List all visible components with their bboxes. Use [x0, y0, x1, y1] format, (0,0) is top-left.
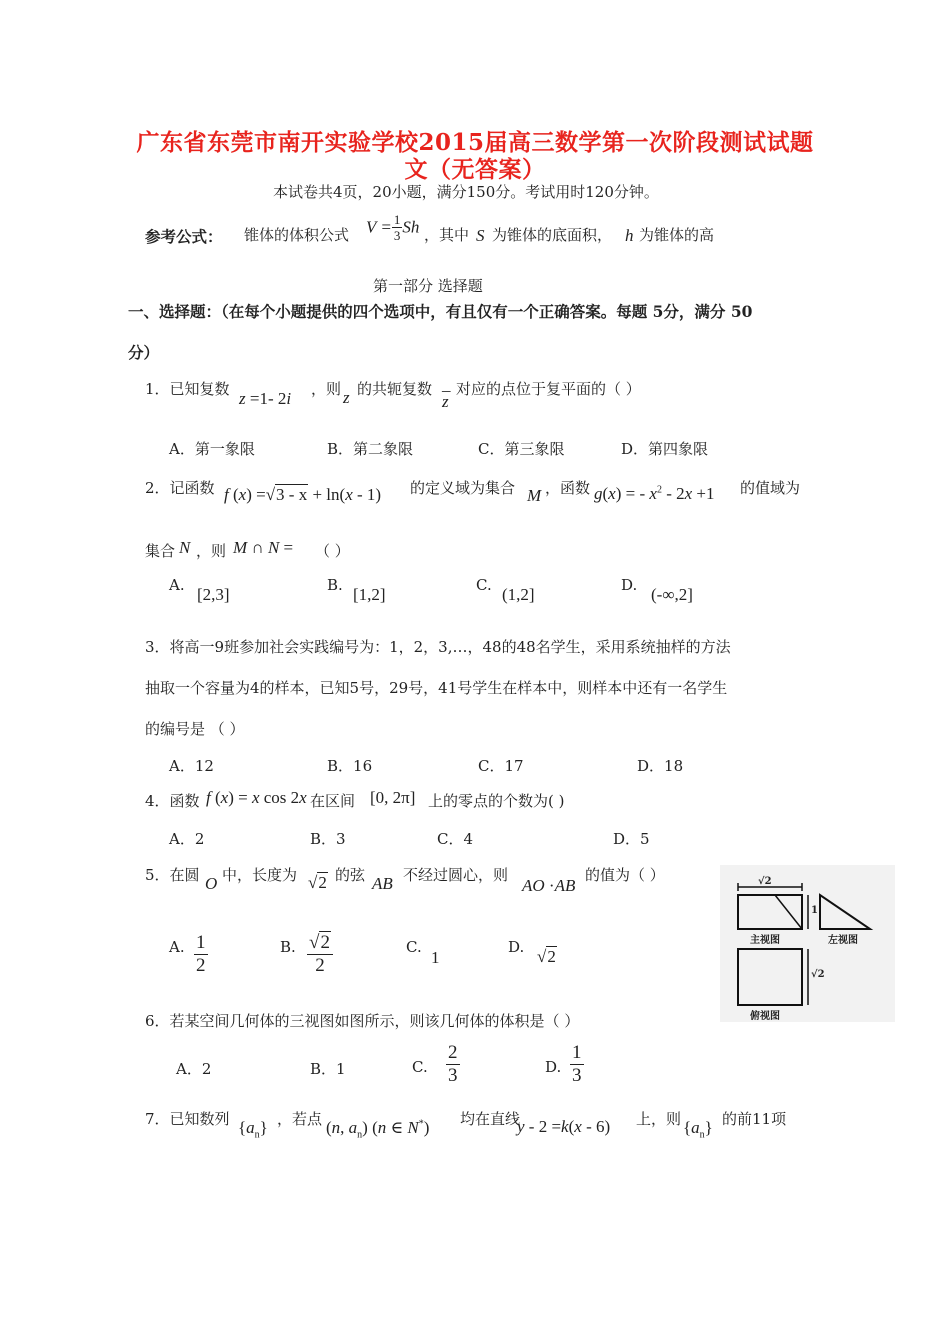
q5-text-4: 不经过圆心，则 — [403, 866, 509, 884]
q5-option-b-label: B. — [280, 938, 296, 956]
q7-line: y - 2 =k(x - 6) — [517, 1117, 611, 1136]
q2-intersection: M ∩ N = — [233, 538, 294, 557]
q2-text-1: 2．记函数 — [145, 479, 215, 497]
q2-set-m: M — [527, 486, 542, 505]
q1-option-c: C．第三象限 — [478, 440, 565, 458]
q2-set-n: N — [179, 538, 191, 557]
q1-text-1: 1．已知复数 — [145, 380, 230, 398]
formula-text-3: 为锥体的底面积， — [492, 226, 613, 244]
part-heading: 第一部分 选择题 — [373, 277, 483, 295]
q1-option-b: B．第二象限 — [327, 440, 414, 458]
q5-text-1: 5．在圆 — [145, 866, 200, 884]
q2-option-c-label: C. — [476, 576, 492, 594]
q2-text-2: 的定义域为集合 — [410, 479, 516, 497]
q5-option-a: $\frac{1}{2}$ — [196, 932, 206, 976]
q7-text-3: 均在直线 — [460, 1110, 521, 1128]
section-heading-line2: 分） — [128, 343, 160, 362]
q4-f-def: f (x) = x cos 2x — [206, 788, 307, 807]
document-title-line2: 文（无答案） — [404, 156, 546, 183]
q5-option-c: 1 — [431, 948, 440, 967]
q4-text-2: 在区间 — [310, 792, 356, 810]
section-heading-line1: 一、选择题：（在每个小题提供的四个选项中，有且仅有一个正确答案。每题 5分，满分 50 — [128, 302, 753, 321]
q2-f-def: f (x) =√3 - x + ln(x - 1) — [224, 485, 382, 504]
q2-g-def: g(x) = - $x^2 - 2x +1$ — [594, 484, 715, 503]
q5-text-5: 的值为（ ） — [585, 866, 665, 884]
q2-option-d: (-∞,2] — [651, 585, 693, 604]
q2-option-a-label: A. — [169, 576, 185, 594]
q4-option-a: A．2 — [169, 830, 205, 848]
formula-s: S — [476, 226, 485, 245]
q3-option-d: D．18 — [637, 757, 684, 775]
q5-circle-o: O — [205, 874, 218, 893]
q3-option-b: B．16 — [327, 757, 373, 775]
q7-text-5: 的前11项 — [722, 1110, 787, 1128]
q4-interval: [0, 2π] — [370, 788, 416, 807]
q3-line-2: 抽取一个容量为4的样本，已知5号，29号，41号学生在样本中，则样本中还有一名学生 — [145, 679, 728, 697]
figure-dim-plan: √2 — [811, 969, 825, 980]
q5-option-b: $\frac{√2}{2}$ — [307, 933, 333, 978]
q6-option-c-label: C. — [412, 1058, 428, 1076]
q6-option-a: A．2 — [176, 1060, 212, 1078]
q2-text-7: （ ） — [315, 542, 350, 560]
q3-option-a: A．12 — [169, 757, 214, 775]
figure-dim-top: √2 — [758, 876, 772, 887]
q5-option-c-label: C. — [406, 938, 422, 956]
q5-option-d: √2 — [537, 947, 556, 966]
q4-option-d: D．5 — [613, 830, 650, 848]
q2-text-4: 的值域为 — [740, 479, 801, 497]
q2-text-3: ，函数 — [545, 479, 591, 497]
q3-option-c: C．17 — [478, 757, 524, 775]
q5-text-3: 的弦 — [335, 866, 366, 884]
q4-text-3: 上的零点的个数为( ) — [428, 792, 565, 810]
q1-text-2: ，则 — [311, 380, 342, 398]
figure-dim-right: 1 — [811, 905, 818, 916]
q5-option-a-label: A. — [169, 938, 185, 956]
q3-line-1: 3．将高一9班参加社会实践编号为：1，2，3,…，48的48名学生，采用系统抽样的方法 — [145, 638, 731, 656]
q1-option-a: A．第一象限 — [169, 440, 255, 458]
formula-text-2: ，其中 — [424, 226, 470, 244]
q2-option-d-label: D. — [621, 576, 638, 594]
q5-sqrt2: √2 — [308, 873, 327, 892]
q7-seq-2: $\{a_n\}$ — [683, 1118, 713, 1141]
q6-option-b: B．1 — [310, 1060, 346, 1078]
q2-option-a: [2,3] — [197, 585, 230, 604]
q2-text-5: 集合 — [145, 542, 176, 560]
figure-side-label: 左视图 — [828, 935, 858, 946]
q1-z-conjugate: _ z — [442, 375, 451, 411]
q1-z-def: z =1- 2i — [239, 389, 292, 408]
formula-h: h — [625, 226, 634, 245]
q5-text-2: 中，长度为 — [222, 866, 298, 884]
q1-text-3: 的共轭复数 — [357, 380, 433, 398]
three-view-figure — [720, 865, 895, 1022]
q1-option-d: D．第四象限 — [621, 440, 709, 458]
q2-text-6: ，则 — [196, 542, 227, 560]
q4-option-b: B．3 — [310, 830, 346, 848]
figure-front-label: 主视图 — [750, 935, 780, 946]
q5-dot-product: AO ·AB — [522, 876, 576, 895]
q6-text: 6．若某空间几何体的三视图如图所示，则该几何体的体积是（ ） — [145, 1012, 580, 1030]
formula-text-1: 锥体的体积公式 — [244, 226, 350, 244]
q6-option-d-label: D. — [545, 1058, 562, 1076]
exam-info: 本试卷共4页，20小题，满分150分。考试用时120分钟。 — [273, 183, 659, 201]
q7-text-1: 7．已知数列 — [145, 1110, 230, 1128]
q1-z: z — [343, 388, 350, 407]
q7-text-4: 上，则 — [636, 1110, 682, 1128]
q6-option-c: $\frac{2}{3}$ — [448, 1042, 458, 1086]
q7-seq: $\{a_n\}$ — [238, 1118, 268, 1141]
q2-option-b-label: B. — [327, 576, 343, 594]
q5-chord-ab: AB — [372, 874, 393, 893]
formula-volume: V = $\frac{1}{3}$ Sh — [366, 212, 420, 244]
q4-option-c: C．4 — [437, 830, 474, 848]
q4-text-1: 4．函数 — [145, 792, 200, 810]
q2-option-b: [1,2] — [353, 585, 386, 604]
q1-text-4: 对应的点位于复平面的（ ） — [456, 380, 641, 398]
formula-label: 参考公式： — [145, 227, 223, 246]
q6-option-d: $\frac{1}{3}$ — [572, 1042, 582, 1086]
q7-text-2: ，若点 — [277, 1110, 323, 1128]
figure-top-label: 俯视图 — [750, 1011, 780, 1022]
q7-point: (n, $a_n$) (n ∈ N*) — [326, 1118, 430, 1141]
formula-text-4: 为锥体的高 — [639, 226, 715, 244]
document-title-line1: 广东省东莞市南开实验学校2015届高三数学第一次阶段测试试题 — [136, 129, 814, 156]
q5-option-d-label: D. — [508, 938, 525, 956]
q2-option-c: (1,2] — [502, 585, 535, 604]
q3-line-3: 的编号是 （ ） — [145, 720, 245, 738]
three-view-drawing — [720, 865, 895, 1022]
